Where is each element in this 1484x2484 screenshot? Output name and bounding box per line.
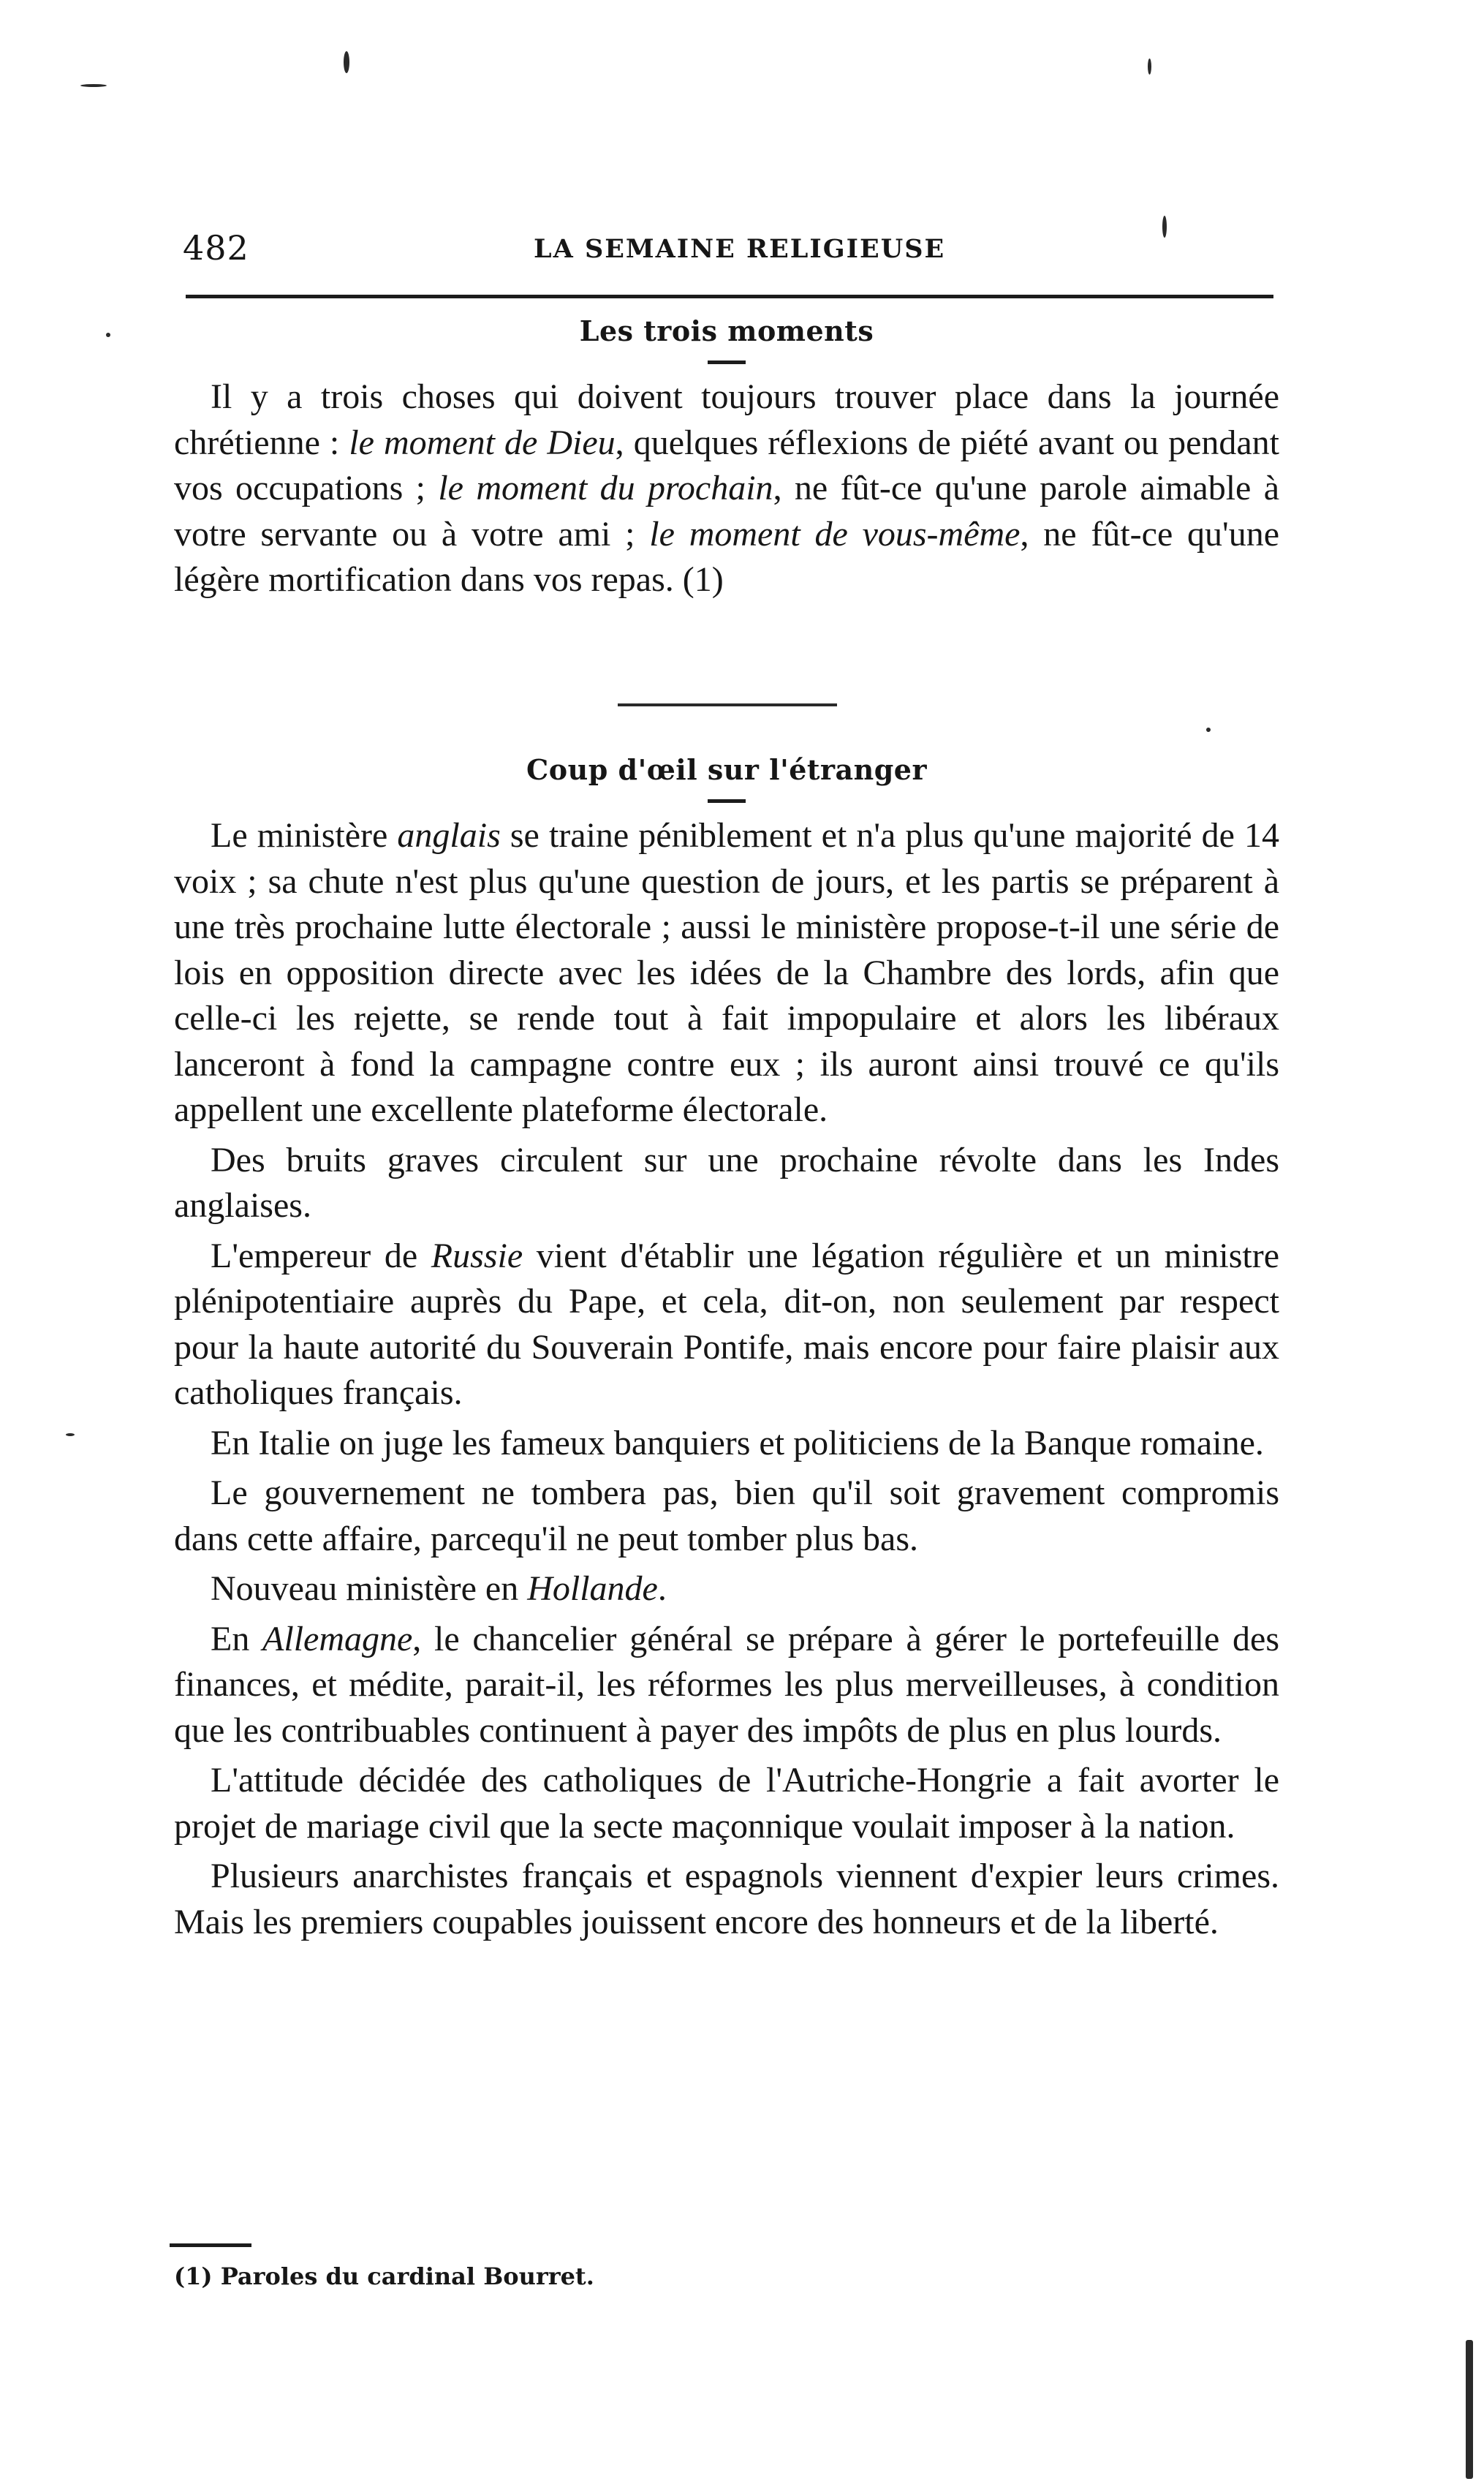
paragraph [174, 1234, 1279, 1416]
title-dash [708, 360, 746, 364]
paragraph [174, 1854, 1279, 1945]
scan-speck [1162, 216, 1167, 238]
italic-text: le moment de vous-même [649, 514, 1021, 554]
page-number: 482 [183, 228, 249, 268]
section-trois-moments [174, 314, 1279, 608]
paragraph [174, 1566, 1279, 1612]
footnote: (1) Paroles du cardinal Bourret. [174, 2262, 594, 2290]
text-run: En [211, 1619, 263, 1658]
scan-speck [106, 333, 110, 337]
section-body [174, 813, 1279, 1945]
scan-speck [1148, 58, 1151, 75]
text-run: , quelques réflexions de piété avant ou pendant vos occupations ; [174, 423, 1280, 507]
scan-edge-mark [1466, 2340, 1473, 2479]
title-dash [708, 799, 746, 803]
text-run: se traine péniblement et n'a plus qu'une majorité de 14 voix ; sa chute n'est plus qu'une question de jours, et les partis se préparent à une très prochaine lutte électorale ; aussi le ministère propose-t-il une série de lois en opposition directe avec les idées de la Chambre des lords, afin que celle-ci les rejette, se rende tout à fait impopulaire et alors les libéraux lanceront à fond la campagne contre eux ; ils auront ainsi trouvé ce qu'ils appellent une excellente plateforme électorale. [174, 816, 1279, 1129]
text-run: , ne fût-ce qu'une légère mortification dans vos repas. (1) [174, 514, 1280, 599]
text-run: En Italie on juge les fameux banquiers et politiciens de la Banque romaine. [211, 1423, 1264, 1462]
scan-speck [80, 84, 107, 87]
header-rule [186, 295, 1273, 298]
section-body [174, 374, 1279, 603]
paragraph [174, 1758, 1279, 1849]
text-run: L'attitude décidée des catholiques de l'Autriche-Hongrie a fait avorter le projet de mariage civil que la secte maçonnique voulait imposer à la nation. [174, 1761, 1279, 1846]
italic-text: le moment de Dieu [349, 423, 616, 462]
italic-text: Hollande [527, 1569, 658, 1608]
italic-text: Allemagne [262, 1619, 413, 1658]
paragraph [174, 813, 1279, 1133]
text-run: Plusieurs anarchistes français et espagnols viennent d'expier leurs crimes. Mais les premiers coupables jouissent encore des honneurs et de la liberté. [174, 1857, 1279, 1941]
scan-speck [344, 51, 349, 73]
text-run: Le ministère [211, 816, 398, 855]
paragraph [174, 1617, 1279, 1754]
italic-text: Russie [431, 1236, 523, 1275]
section-separator [618, 703, 837, 706]
text-run: , ne fût-ce qu'une parole aimable à votre servante ou à votre ami ; [174, 469, 1280, 554]
paragraph [174, 1471, 1279, 1562]
running-title: LA SEMAINE RELIGIEUSE [534, 234, 946, 264]
text-run: vient d'établir une légation régulière et un ministre plénipotentiaire auprès du Pape, et cela, dit-on, non seulement par respect pour la haute autorité du Souverain Pontife, mais encore pour faire plaisir aux catholiques français. [174, 1236, 1279, 1412]
section-title: Coup d'œil sur l'étranger [526, 753, 927, 786]
text-run: Le gouvernement ne tombera pas, bien qu'il soit gravement compromis dans cette affaire, parcequ'il ne peut tomber plus bas. [174, 1473, 1279, 1558]
paragraph [174, 1138, 1279, 1229]
text-run: , le chancelier général se prépare à gérer le portefeuille des finances, et médite, parait-il, les réformes les plus merveilleuses, à condition que les contribuables continuent à payer des impôts de plus en plus lourds. [174, 1619, 1279, 1750]
footnote-rule [170, 2243, 251, 2247]
text-run: Des bruits graves circulent sur une prochaine révolte dans les Indes anglaises. [174, 1140, 1279, 1225]
page-header [183, 228, 1279, 272]
text-run: Nouveau ministère en [211, 1569, 528, 1608]
scan-speck [1206, 728, 1211, 732]
scan-speck [66, 1433, 75, 1436]
italic-text: le moment du prochain [438, 469, 773, 507]
section-coup-d-oeil [174, 753, 1279, 1949]
text-run: Il y a trois choses qui doivent toujours trouver place dans la journée chrétienne : [174, 377, 1279, 462]
text-run: . [657, 1569, 667, 1608]
paragraph [174, 1421, 1279, 1467]
paragraph [174, 374, 1279, 603]
section-title: Les trois moments [579, 314, 874, 347]
italic-text: anglais [397, 816, 501, 855]
text-run: L'empereur de [211, 1236, 431, 1275]
